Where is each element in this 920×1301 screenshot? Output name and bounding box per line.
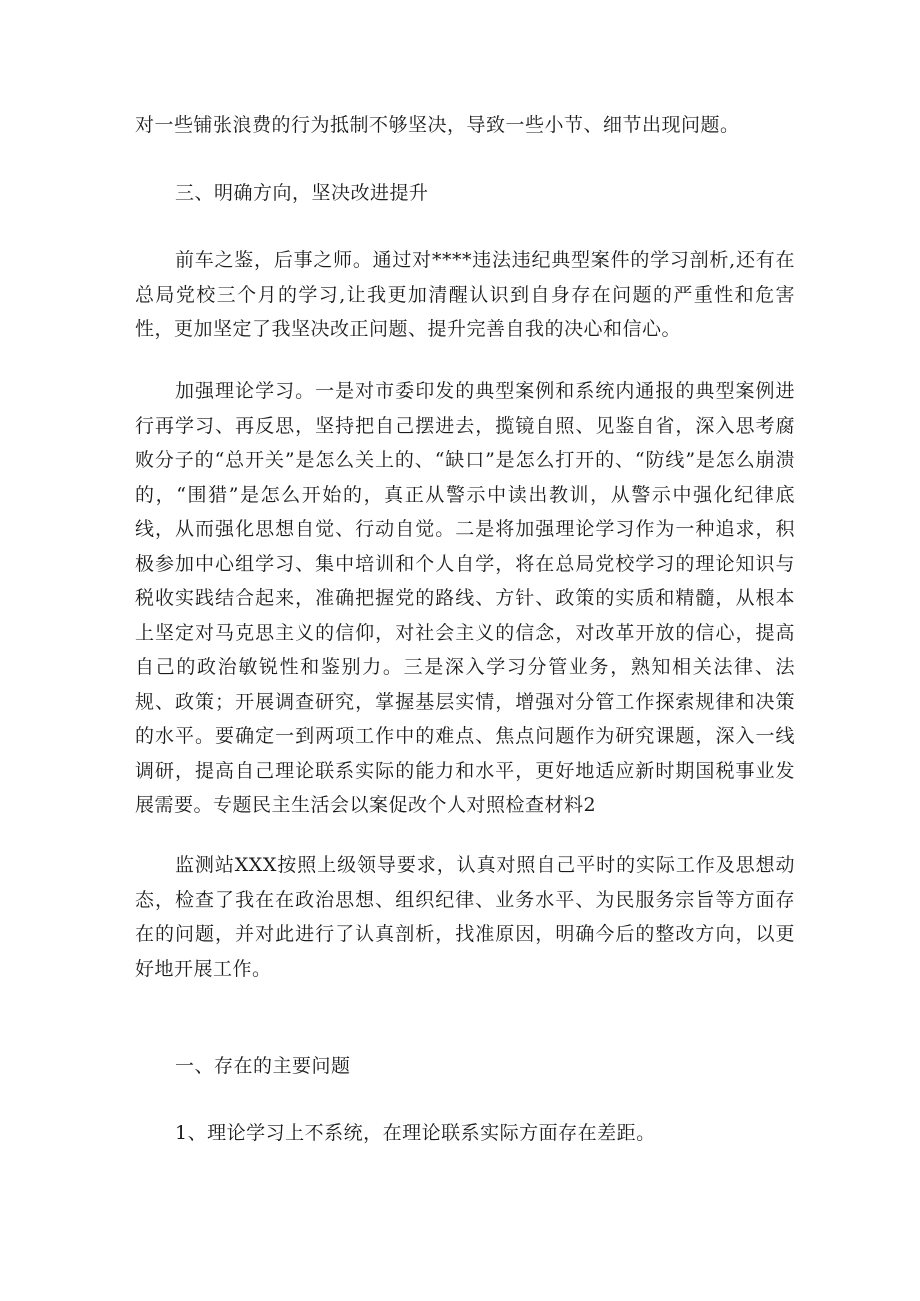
paragraph-4: 监测站XXX按照上级领导要求，认真对照自己平时的实际工作及思想动态，检查了我在在政治思想、组织纪律、业务水平、为民服务宗旨等方面存在的问题，并对此进行了认真剖析，找准原因，明确今后的整改方向，以更好地开展工作。 (135, 854, 795, 980)
paragraph-1: 对一些铺张浪费的行为抵制不够坚决，导致一些小节、细节出现问题。 (135, 114, 740, 136)
section-heading-3: 三、明确方向，坚决改进提升 (175, 182, 429, 204)
section-heading-1: 一、存在的主要问题 (175, 1055, 351, 1077)
paragraph-2: 前车之鉴，后事之师。通过对****违法违纪典型案件的学习剖析,还有在总局党校三个月的学习,让我更加清醒认识到自身存在问题的严重性和危害性，更加坚定了我坚决改正问题、提升完善自我的决心和信心。 (135, 249, 795, 340)
paragraph-3: 加强理论学习。一是对市委印发的典型案例和系统内通报的典型案例进行再学习、再反思，坚持把自己摆进去，揽镜自照、见鉴自省，深入思考腐败分子的“总开关”是怎么关上的、“缺口”是怎么打开的、“防线”是怎么崩溃的，“围猎”是怎么开始的，真正从警示中读出教训，从警示中强化纪律底线，从而强化思想自觉、行动自觉。二是将加强理论学习作为一种追求，积极参加中心组学习、集中培训和个人自学，将在总局党校学习的理论知识与税收实践结合起来，准确把握党的路线、方针、政策的实质和精髓，从根本上坚定对马克思主义的信仰，对社会主义的信念，对改革开放的信心，提高自己的政治敏锐性和鉴别力。三是深入学习分管业务，熟知相关法律、法规、政策；开展调查研究，掌握基层实情，增强对分管工作探索规律和决策的水平。要确定一到两项工作中的难点、焦点问题作为研究课题，深入一线调研，提高自己理论联系实际的能力和水平，更好地适应新时期国税事业发展需要。专题民主生活会以案促改个人对照检查材料2 (135, 380, 795, 816)
list-item-1: 1、理论学习上不系统，在理论联系实际方面存在差距。 (175, 1122, 656, 1144)
